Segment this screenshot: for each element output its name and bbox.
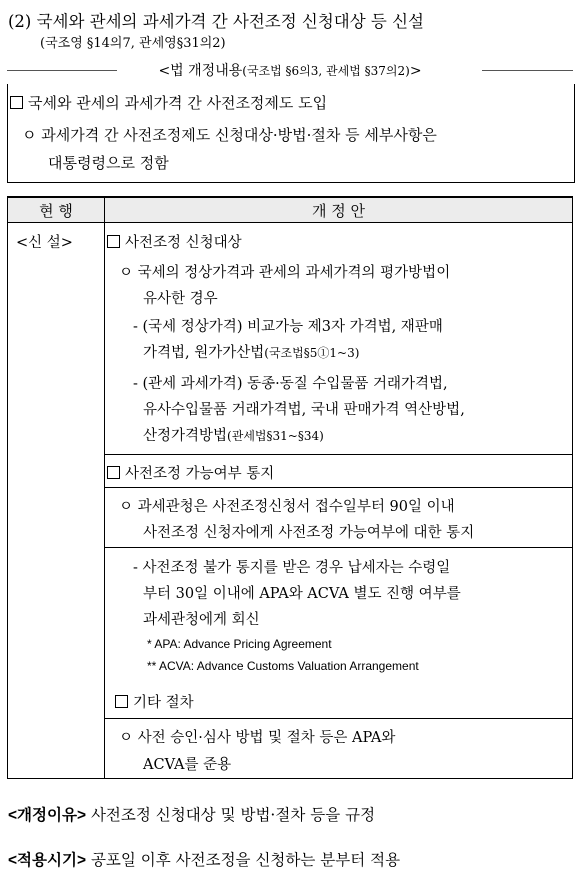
block1-dash2-l1: - (관세 과세가격) 동종·동질 수입물품 거래가격법,: [133, 376, 448, 392]
block-divider: [105, 454, 572, 455]
section-title-main: <법 개정내용: [158, 63, 243, 79]
block-divider: [105, 718, 572, 719]
block1-bullet-l1: ㅇ 국세의 정상가격과 관세의 과세가격의 평가방법이: [119, 265, 451, 281]
block1-dash1-l1: - (국세 정상가격) 비교가능 제3자 가격법, 재판매: [133, 319, 443, 335]
block1-dash2-l2: 유사수입물품 거래가격법, 국내 판매가격 역산방법,: [143, 402, 465, 418]
block2-heading: 사전조정 가능여부 통지: [107, 462, 274, 483]
section-item-2-line2: 대통령령으로 정함: [48, 154, 169, 172]
proposal-cell: [105, 223, 573, 779]
current-new-label: <신 설>: [16, 235, 73, 251]
comparison-table: [7, 196, 573, 779]
reason-text: 사전조정 신청대상 및 방법·절차 등을 규정: [90, 806, 376, 824]
header-current: 현 행: [8, 197, 105, 223]
block-divider: [105, 487, 572, 488]
block3-heading: 기타 절차: [115, 691, 194, 712]
checkbox-icon: [107, 466, 120, 479]
section-title: [0, 60, 580, 80]
page-title: (2) 국세와 관세의 과세가격 간 사전조정 신청대상 등 신설: [8, 12, 424, 31]
page-subtitle: (국조영 §14의7, 관세영§31의2): [40, 36, 226, 51]
checkbox-icon: [115, 695, 128, 708]
block2-dash-l3: 과세관청에게 회신: [143, 612, 260, 628]
checkbox-icon: [10, 96, 23, 109]
effective-date: [8, 848, 400, 870]
block3-bullet-l2: ACVA를 준용: [143, 757, 232, 773]
current-cell: [8, 223, 105, 779]
block-divider: [105, 547, 572, 548]
footnote-acva: ** ACVA: Advance Customs Valuation Arrangement: [147, 659, 419, 673]
timing-label: <적용시기>: [8, 852, 86, 869]
header-proposal: 개 정 안: [105, 197, 573, 223]
block1-bullet-l2: 유사한 경우: [143, 291, 218, 307]
block2-bullet-l2: 사전조정 신청자에게 사전조정 가능여부에 대한 통지: [143, 525, 475, 541]
block1-heading: 사전조정 신청대상: [107, 231, 242, 252]
block3-bullet-l1: ㅇ 사전 승인·심사 방법 및 절차 등은 APA와: [119, 730, 396, 746]
block2-dash-l2: 부터 30일 이내에 APA와 ACVA 별도 진행 여부를: [143, 586, 461, 602]
table-row: [8, 223, 573, 779]
reason-label: <개정이유>: [8, 807, 86, 824]
section-box: [7, 84, 575, 183]
block1-dash2-l3: 산정가격방법(관세법§31~§34): [143, 428, 324, 444]
block2-dash-l1: - 사전조정 불가 통지를 받은 경우 납세자는 수령일: [133, 560, 451, 576]
revision-reason: [8, 803, 375, 825]
block2-bullet-l1: ㅇ 과세관청은 사전조정신청서 접수일부터 90일 이내: [119, 499, 455, 515]
table-header-row: [8, 197, 573, 223]
section-item-2-line1: ㅇ 과세가격 간 사전조정제도 신청대상·방법·절차 등 세부사항은: [22, 126, 437, 144]
checkbox-icon: [107, 235, 120, 248]
timing-text: 공포일 이후 사전조정을 신청하는 분부터 적용: [90, 851, 401, 869]
block1-dash1-l2: 가격법, 원가가산법(국조법§5①1~3): [143, 345, 360, 361]
section-title-ref: (국조법 §6의3, 관세법 §37의2): [242, 64, 410, 78]
section-item-1: 국세와 관세의 과세가격 간 사전조정제도 도입: [10, 92, 327, 113]
section-title-end: >: [409, 63, 422, 79]
footnote-apa: * APA: Advance Pricing Agreement: [147, 637, 332, 651]
